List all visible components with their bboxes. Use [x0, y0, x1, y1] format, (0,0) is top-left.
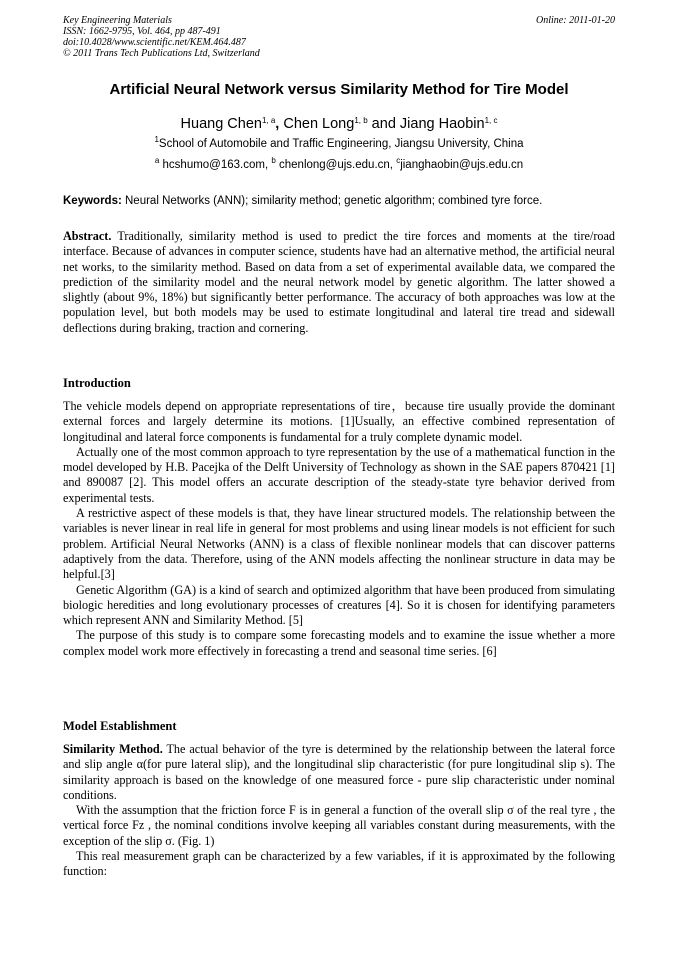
author-list [0, 115, 678, 133]
copyright-line: © 2011 Trans Tech Publications Ltd, Switzerland [63, 48, 260, 59]
abstract-label: Abstract. [63, 229, 112, 243]
journal-header [63, 15, 260, 59]
paragraph: This real measurement graph can be characterized by a few variables, if it is approximated by the following function: [63, 849, 615, 879]
email-sup: b [271, 156, 276, 165]
email-link[interactable]: jianghaobin@ujs.edu.cn [400, 159, 524, 171]
paragraph: The vehicle models depend on appropriate representations of tire，because tire usually provide the dominant external forces and largely determine its motions. [1]Usually, an effective combined representation of longitudinal and lateral force components is fundamental for a truly complete dynamic model. [63, 399, 615, 444]
author-sup: 1, c [484, 116, 498, 125]
similarity-label: Similarity Method. [63, 742, 163, 756]
paragraph: The actual behavior of the tyre is determined by the relationship between the lateral force and slip angle α(for pure lateral slip), and the longitudinal slip characteristic (for pure longitudinal slip s). The similarity approach is based on the knowledge of one measured force - pure slip characteristic under nominal conditions. [63, 742, 615, 802]
paragraph: A restrictive aspect of these models is that, they have linear structured models. The relationship between the variables is never linear in real life in general for most problems and using linear models is not efficient for such problem. Artificial Neural Networks (ANN) is a class of flexible nonlinear models that can discover patterns adaptively from the data. Therefore, using of the ANN models affecting the nonlinear structure in data may be helpful.[3] [63, 506, 615, 582]
affiliation-text: School of Automobile and Traffic Engineering, Jiangsu University, China [158, 138, 524, 150]
keywords-label: Keywords: [63, 195, 122, 207]
online-date: Online: 2011-01-20 [536, 15, 615, 26]
email-sup: a [154, 156, 160, 165]
introduction-heading: Introduction [63, 376, 131, 390]
doi-line: doi:10.4028/www.scientific.net/KEM.464.487 [63, 37, 246, 48]
author-name: Jiang Haobin [399, 116, 485, 132]
author-sup: 1, a [261, 116, 276, 125]
author-sup: 1, b [354, 116, 368, 125]
keywords [63, 194, 623, 208]
author-emails [0, 158, 678, 172]
author-separator: and [367, 116, 400, 132]
paper-title: Artificial Neural Network versus Similarity Method for Tire Model [109, 81, 569, 98]
author-name: Chen Long [283, 116, 355, 132]
author-name: Huang Chen [180, 116, 262, 132]
abstract [63, 229, 615, 336]
affiliation [0, 137, 678, 151]
email-link[interactable]: hcshumo@163.com, [159, 159, 272, 171]
email-sup: c [396, 156, 401, 165]
paragraph: Actually one of the most common approach to tyre representation by the use of a mathematical function in the model developed by H.B. Pacejka of the Delft University of Technology as shown in the SAE papers 870421 [1] and 890087 [2]. This model offers an accurate description of the steady-state tyre behavior derived from experimental tests. [63, 444, 615, 505]
affiliation-sup: 1 [154, 135, 159, 144]
model-heading: Model Establishment [63, 719, 177, 733]
journal-name: Key Engineering Materials [63, 15, 172, 26]
email-link[interactable]: chenlong@ujs.edu.cn, [275, 159, 397, 171]
keywords-text: Neural Networks (ANN); similarity method; genetic algorithm; combined tyre force. [121, 195, 543, 207]
author-separator: , [275, 116, 284, 132]
model-body [63, 742, 615, 880]
paragraph: The purpose of this study is to compare some forecasting models and to examine the issue whether a more complex model work more effectively in forecasting a trend and seasonal time series. [6] [63, 628, 615, 658]
issn-line: ISSN: 1662-9795, Vol. 464, pp 487-491 [63, 26, 221, 37]
abstract-text: Traditionally, similarity method is used to predict the tire forces and moments at the tire/road interface. Because of advances in computer science, students have had an alternative method, the artificial neural net works, to the similarity method. Based on data from a set of experimental available data, we compared the prediction of the similarity model and the neural network model by genetic algorithm. The latter showed a slightly (about 9%, 18%) but significantly better performance. The accuracy of both approaches was low at the population level, but both models may be used to estimate longitudinal and lateral tire tread and sidewall deflections during braking, traction and cornering. [63, 229, 615, 335]
introduction-body [63, 399, 615, 659]
paragraph: Genetic Algorithm (GA) is a kind of search and optimized algorithm that have been produced from simulating biologic heredities and long evolutionary processes of creatures [4]. So it is chosen for identifying parameters which represent ANN and Similarity Method. [5] [63, 582, 615, 628]
paragraph: With the assumption that the friction force F is in general a function of the overall slip σ of the real tyre , the vertical force Fz , the nominal conditions involve keeping all variables constant during measurements, with the exception of the slip σ. (Fig. 1) [63, 803, 615, 848]
